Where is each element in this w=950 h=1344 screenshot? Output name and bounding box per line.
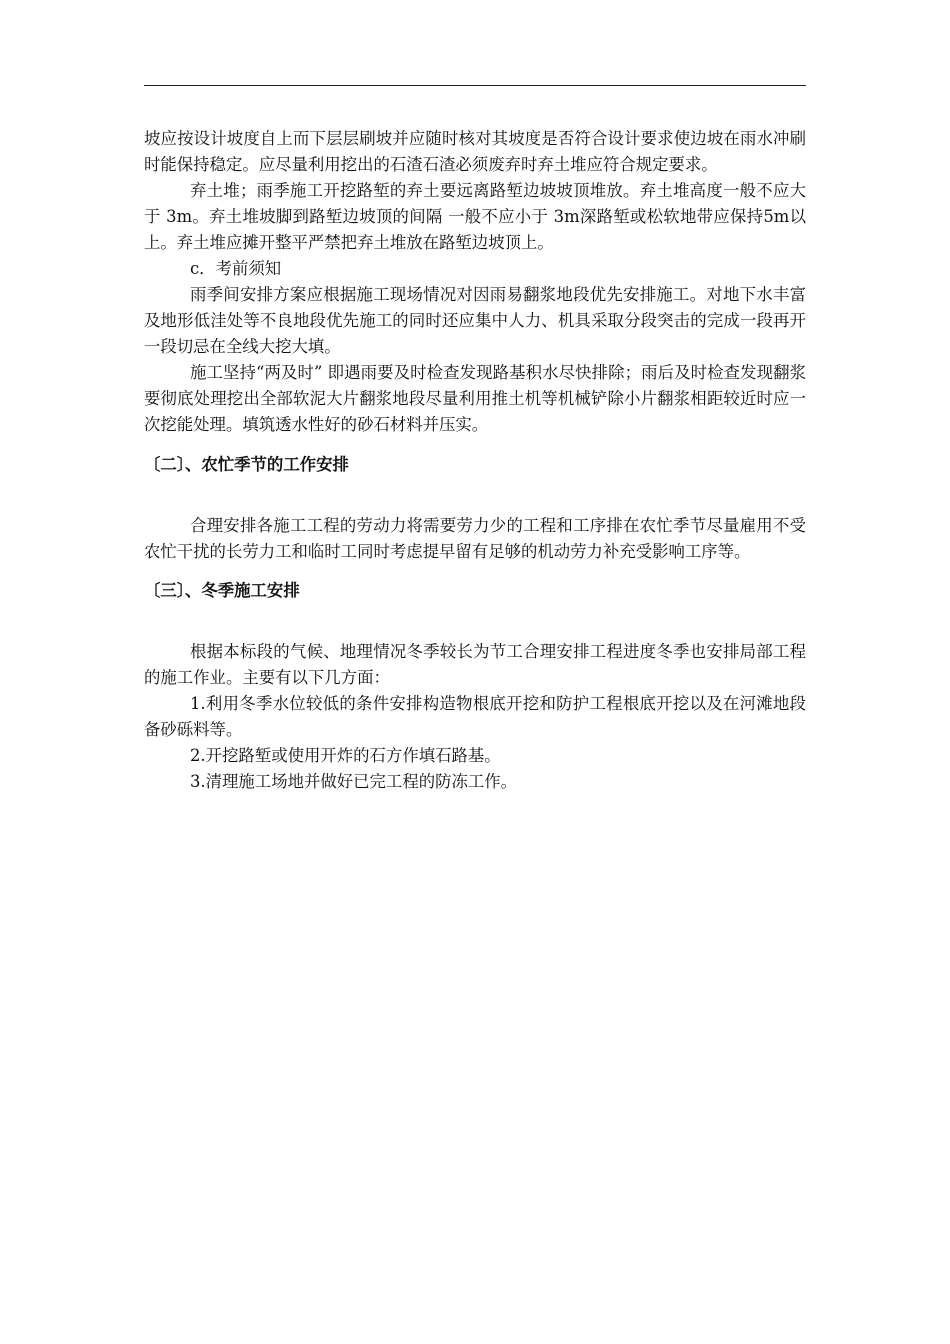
- section-heading-busy-season: 〔二〕、农忙季节的工作安排: [144, 455, 349, 474]
- document-body: [144, 126, 806, 795]
- paragraph-labor-arrangement: 合理安排各施工工程的劳动力将需要劳力少的工程和工序排在农忙季节尽量雇用不受农忙干扰的长劳力工和临时工同时考虑提早留有足够的机动劳力补充受影响工序等。: [144, 516, 806, 561]
- paragraph-slope: 坡应按设计坡度自上而下层层刷坡并应随时核对其坡度是否符合设计要求使边坡在雨水冲刷时能保持稳定。应尽量利用挖出的石渣石渣必须废弃时弃土堆应符合规定要求。: [144, 129, 806, 174]
- paragraph-two-timely: 施工坚持“两及时” 即遇雨要及时检查发现路基积水尽快排除；雨后及时检查发现翻浆要彻底处理挖出全部软泥大片翻浆地段尽量利用推土机等机械铲除小片翻浆相距较近时应一次挖能处理。填筑透水性好的砂石材料并压实。: [144, 363, 806, 434]
- paragraph-subheading-c: c．考前须知: [190, 259, 282, 278]
- section-heading-winter: 〔三〕、冬季施工安排: [144, 581, 300, 600]
- list-item-winter-2: 2.开挖路堑或使用开炸的石方作填石路基。: [190, 746, 501, 765]
- list-item-winter-1: 1.利用冬季水位较低的条件安排构造物根底开挖和防护工程根底开挖以及在河滩地段备砂砾料等。: [144, 694, 806, 739]
- header-rule: [144, 85, 806, 86]
- paragraph-spoil-heap: 弃土堆；雨季施工开挖路堑的弃土要远离路堑边坡坡顶堆放。弃土堆高度一般不应大于 3m。弃土堆坡脚到路堑边坡顶的间隔 一般不应小于 3m深路堑或松软地带应保持5m以上。弃土堆应摊开整平严禁把弃土堆放在路堑边坡顶上。: [144, 181, 806, 252]
- list-item-winter-3: 3.清理施工场地并做好已完工程的防冻工作。: [190, 772, 518, 791]
- paragraph-winter-intro: 根据本标段的气候、地理情况冬季较长为节工合理安排工程进度冬季也安排局部工程的施工作业。主要有以下几方面：: [144, 642, 806, 687]
- paragraph-rainy-season-plan: 雨季间安排方案应根据施工现场情况对因雨易翻浆地段优先安排施工。对地下水丰富及地形低洼处等不良地段优先施工的同时还应集中人力、机具采取分段突击的完成一段再开一段切忌在全线大挖大填。: [144, 285, 806, 356]
